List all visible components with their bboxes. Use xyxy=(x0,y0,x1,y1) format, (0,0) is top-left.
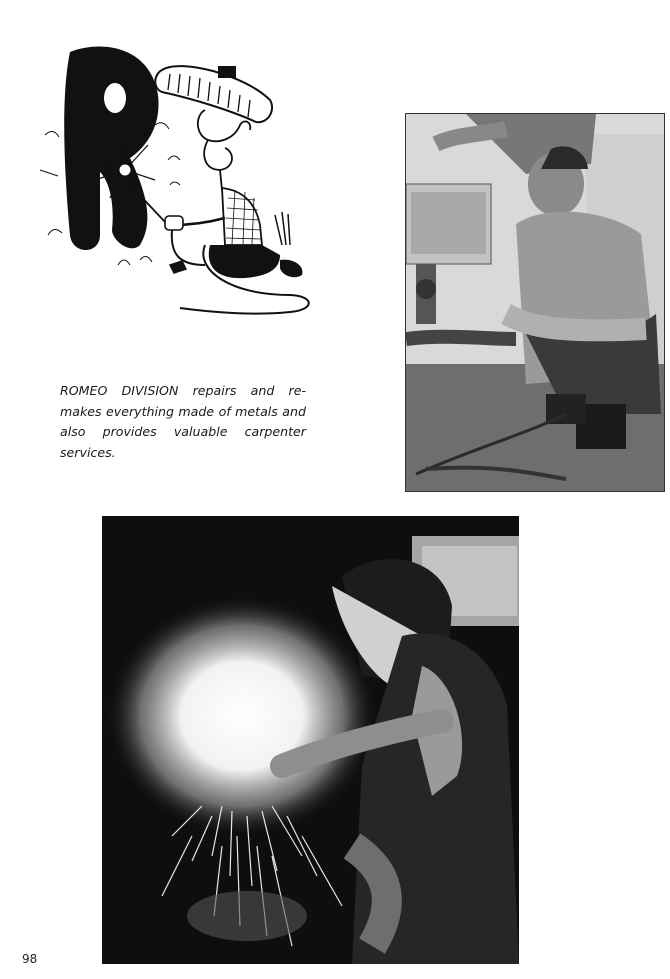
page-number: 98 xyxy=(22,952,38,966)
caption-text xyxy=(60,381,306,463)
photo-man-working-pipe xyxy=(405,113,665,492)
character-body xyxy=(222,188,262,245)
cartoon-letter-r-welder xyxy=(30,40,320,325)
welding-helmet xyxy=(155,66,272,122)
photo-top-illustration xyxy=(406,114,664,491)
photo-bottom-illustration xyxy=(102,516,519,964)
character-legs xyxy=(209,245,280,278)
photo-welder-sparks xyxy=(102,516,519,964)
caption-body: repairs and re-makes everything made of metals and also provides valuable carpenter services. xyxy=(60,383,306,460)
caption-lead: ROMEO DIVISION xyxy=(60,383,179,398)
letter-r-hole xyxy=(104,83,126,113)
